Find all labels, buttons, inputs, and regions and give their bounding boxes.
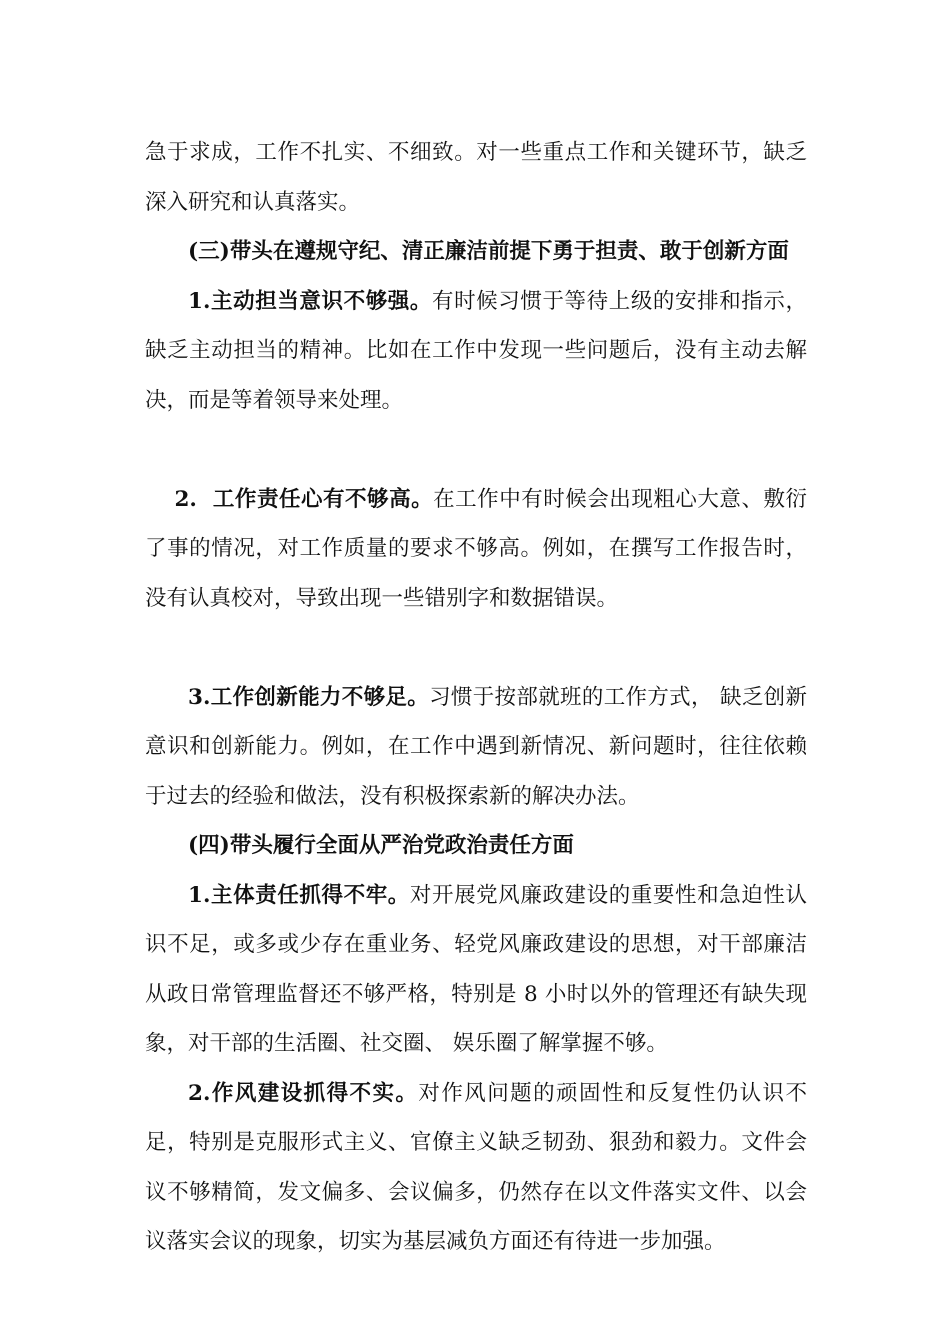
paragraph-body: 习惯于按部就班的工作方式， 缺乏创新意识和创新能力。例如，在工作中遇到新情况、新问题时，往往依赖于过去的经验和做法，没有积极探索新的解决办法。: [145, 684, 807, 809]
paragraph-body: 急于求成，工作不扎实、不细致。对一些重点工作和关键环节，缺乏深入研究和认真落实。: [145, 140, 807, 215]
paragraph-lead: 2.作风建设抓得不实。: [188, 1080, 419, 1106]
paragraph-body: 在工作中有时候会出现粗心大意、敷衍了事的情况，对工作质量的要求不够高。例如，在撰写工作报告时，没有认真校对，导致出现一些错别字和数据错误。: [145, 486, 807, 611]
paragraph-body: 对开展党风廉政建设的重要性和急迫性认识不足，或多或少存在重业务、轻党风廉政建设的思想，对干部廉洁从政日常管理监督还不够严格，特别是 8 小时以外的管理还有缺失现象，对干部的生活圈、社交圈、 娱乐圈了解掌握不够。: [145, 882, 807, 1056]
paragraph-continuation: [145, 128, 807, 227]
paragraph-lead: 1.主动担当意识不够强。: [188, 288, 432, 314]
paragraph-lead: 1.主体责任抓得不牢。: [188, 882, 410, 908]
document-page: [145, 128, 807, 1267]
paragraph-body: 对作风问题的顽固性和反复性仍认识不足，特别是克服形式主义、官僚主义缺乏韧劲、狠劲和毅力。文件会议不够精简，发文偏多、会议偏多，仍然存在以文件落实文件、以会议落实会议的现象，切实为基层减负方面还有待进一步加强。: [145, 1080, 807, 1254]
paragraph-body: 有时候习惯于等待上级的安排和指示，缺乏主动担当的精神。比如在工作中发现一些问题后，没有主动去解决，而是等着领导来处理。: [145, 288, 807, 413]
paragraph-lead: 3.工作创新能力不够足。: [188, 684, 430, 710]
heading-text: (四)带头履行全面从严治党政治责任方面: [188, 833, 574, 858]
paragraph-item-4-1: [145, 871, 807, 1069]
heading-text: (三)带头在遵规守纪、清正廉洁前提下勇于担责、敢于创新方面: [188, 239, 789, 264]
paragraph-lead: 2. 工作责任心有不够高。: [174, 486, 434, 512]
section-heading-3: [145, 227, 807, 277]
paragraph-item-4-2: [145, 1069, 807, 1267]
paragraph-item-3-3: [145, 673, 807, 822]
paragraph-item-3-1: [145, 277, 807, 426]
paragraph-item-3-2: [145, 425, 807, 673]
section-heading-4: [145, 821, 807, 871]
